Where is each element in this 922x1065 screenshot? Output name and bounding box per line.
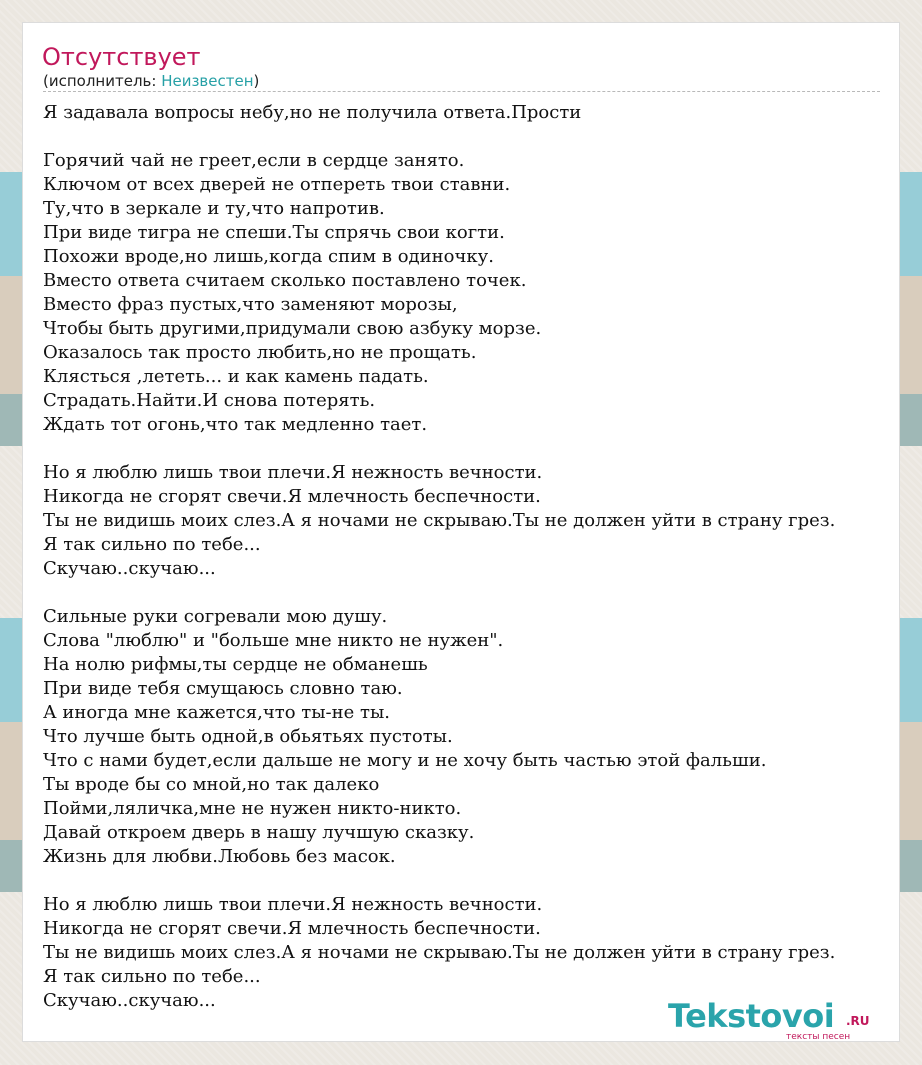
lyric-line: Чтобы быть другими,придумали свою азбуку морзе. — [43, 318, 542, 339]
lyric-line: Скучаю..скучаю... — [43, 558, 216, 579]
artist-link[interactable]: Неизвестен — [161, 72, 254, 90]
lyric-line: Скучаю..скучаю... — [43, 990, 216, 1011]
lyric-line: Я так сильно по тебе... — [43, 534, 261, 555]
lyric-line: Ключом от всех дверей не отпереть твои ставни. — [43, 174, 511, 195]
lyric-line: Что с нами будет,если дальше не могу и не хочу быть частью этой фальши. — [43, 750, 767, 771]
lyric-line: На нолю рифмы,ты сердце не обманешь — [43, 654, 428, 675]
lyric-line: Но я люблю лишь твои плечи.Я нежность вечности. — [43, 894, 543, 915]
lyric-blank-line — [43, 437, 900, 461]
lyric-line: Сильные руки согревали мою душу. — [43, 606, 388, 627]
lyric-line: При виде тигра не спеши.Ты спрячь свои когти. — [43, 222, 505, 243]
song-title: Отсутствует — [42, 43, 201, 71]
lyric-line: Ждать тот огонь,что так медленно тает. — [43, 414, 428, 435]
lyric-line: Пойми,ляличка,мне не нужен никто-никто. — [43, 798, 462, 819]
lyric-line: Ты не видишь моих слез.А я ночами не скрываю.Ты не должен уйти в страну грез. — [43, 942, 836, 963]
lyric-line: Давай откроем дверь в нашу лучшую сказку. — [43, 822, 475, 843]
lyric-line: Вместо ответа считаем сколько поставлено точек. — [43, 270, 527, 291]
lyric-blank-line — [43, 581, 900, 605]
logo-domain: .RU — [846, 1014, 870, 1028]
lyric-line: Ты не видишь моих слез.А я ночами не скрываю.Ты не должен уйти в страну грез. — [43, 510, 836, 531]
logo-wordmark: Tekstovoi — [668, 997, 835, 1035]
lyric-line: Слова "люблю" и "больше мне никто не нужен". — [43, 630, 504, 651]
lyric-blank-line — [43, 869, 900, 893]
lyrics-text — [43, 101, 900, 1013]
lyrics-card — [22, 22, 900, 1042]
artist-line — [43, 72, 259, 90]
artist-suffix: ) — [253, 72, 260, 90]
lyric-line: А иногда мне кажется,что ты-не ты. — [43, 702, 390, 723]
lyric-line: Никогда не сгорят свечи.Я млечность беспечности. — [43, 486, 541, 507]
logo-tagline: тексты песен — [786, 1032, 851, 1042]
lyric-line: Я так сильно по тебе... — [43, 966, 261, 987]
lyric-line: Вместо фраз пустых,что заменяют морозы, — [43, 294, 458, 315]
lyric-line: Но я люблю лишь твои плечи.Я нежность вечности. — [43, 462, 543, 483]
artist-prefix: (исполнитель: — [43, 72, 162, 90]
lyric-line: Жизнь для любви.Любовь без масок. — [43, 846, 396, 867]
title-divider — [43, 91, 880, 92]
lyric-blank-line — [43, 125, 900, 149]
lyric-line: Похожи вроде,но лишь,когда спим в одиночку. — [43, 246, 494, 267]
lyric-line: Никогда не сгорят свечи.Я млечность беспечности. — [43, 918, 541, 939]
lyric-line: При виде тебя смущаюсь словно таю. — [43, 678, 403, 699]
lyric-line: Страдать.Найти.И снова потерять. — [43, 390, 376, 411]
site-logo[interactable] — [668, 998, 878, 1042]
lyric-line: Я задавала вопросы небу,но не получила ответа.Прости — [43, 102, 582, 123]
lyric-line: Горячий чай не греет,если в сердце занято. — [43, 150, 465, 171]
lyric-line: Ту,что в зеркале и ту,что напротив. — [43, 198, 385, 219]
lyric-line: Оказалось так просто любить,но не прощать. — [43, 342, 477, 363]
lyric-line: Ты вроде бы со мной,но так далеко — [43, 774, 380, 795]
lyric-line: Клясться ,лететь... и как камень падать. — [43, 366, 429, 387]
lyric-line: Что лучше быть одной,в обьятьях пустоты. — [43, 726, 453, 747]
